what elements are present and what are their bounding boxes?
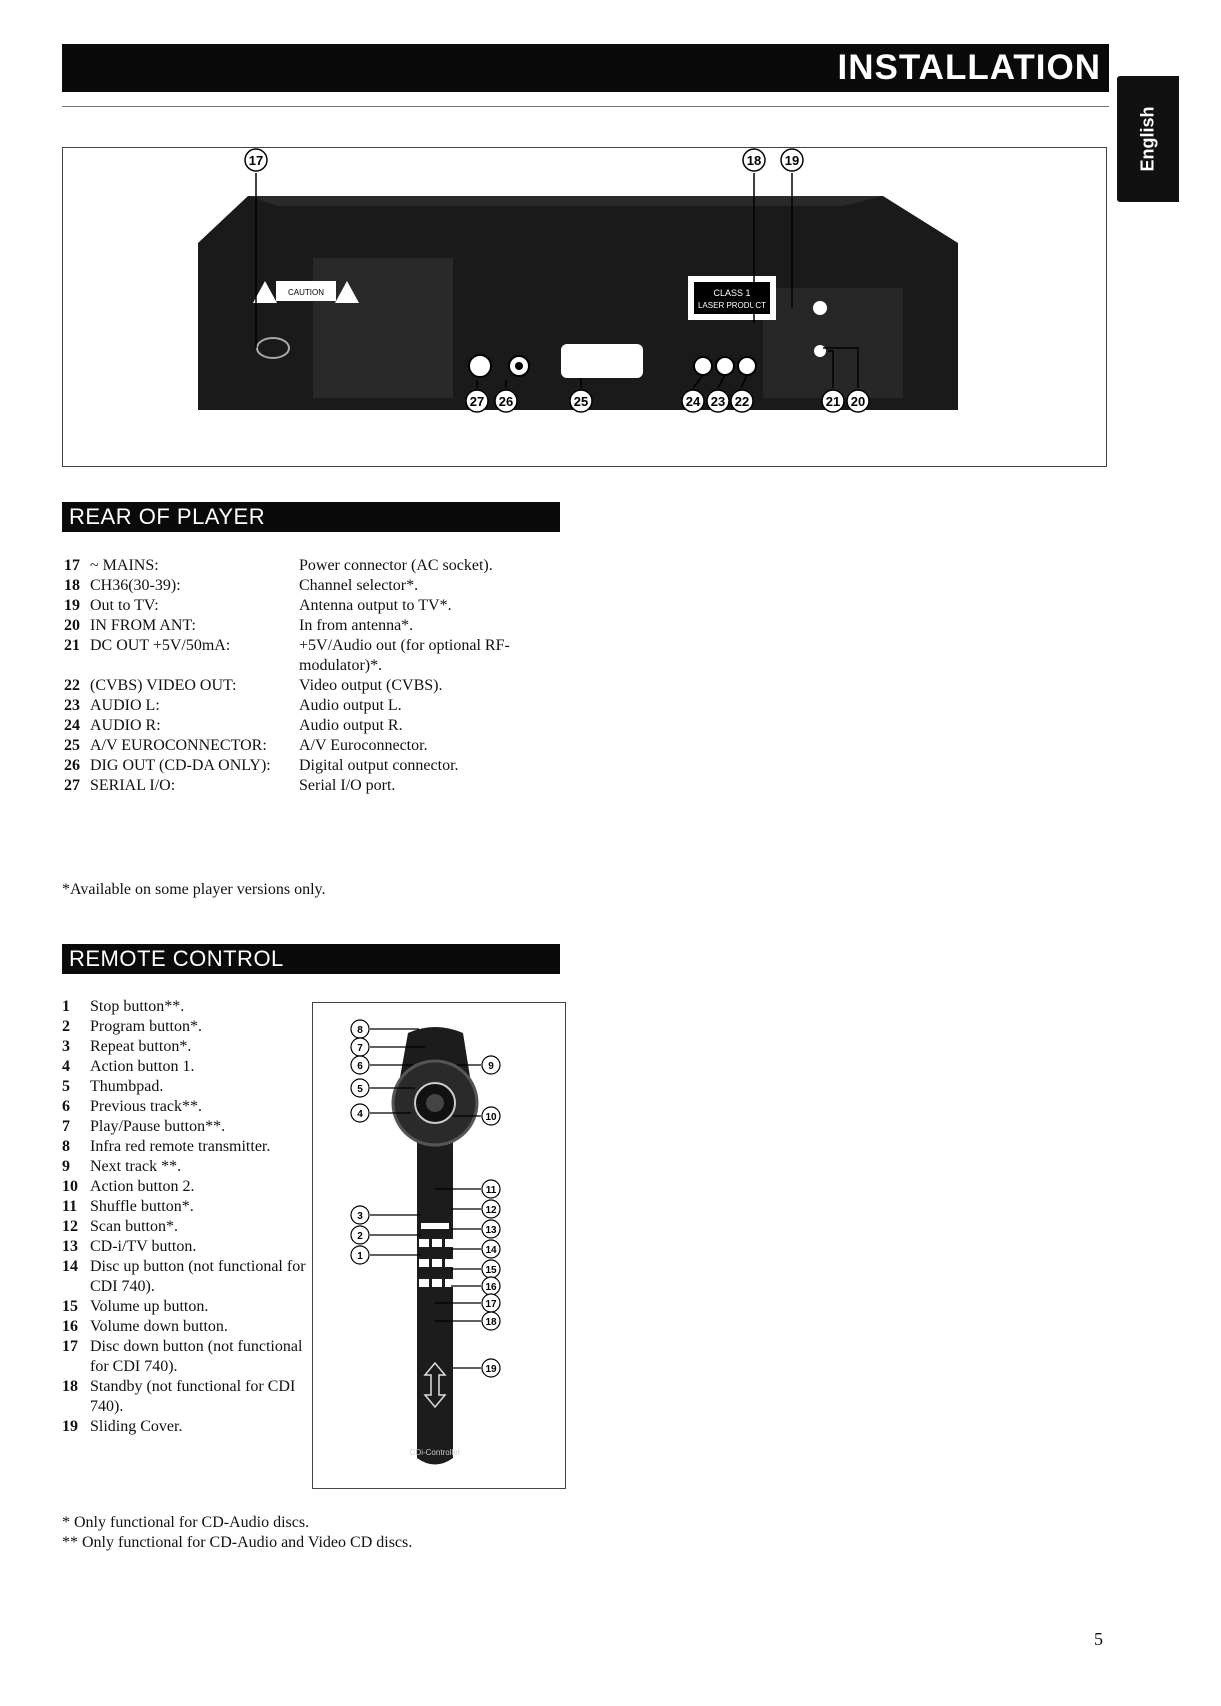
- callout-23: [707, 390, 729, 412]
- page-number: 5: [1094, 1629, 1103, 1649]
- svg-text:23: 23: [710, 394, 726, 409]
- svg-text:CAUTION: CAUTION: [288, 288, 324, 297]
- list-item: 21 DC OUT +5V/50mA: +5V/Audio out (for optional RF-modulator)*.: [64, 637, 510, 674]
- svg-text:7: 7: [357, 1043, 363, 1054]
- rear-player-figure: [62, 147, 1107, 467]
- callout-13: [482, 1220, 500, 1238]
- svg-text:16: 16: [485, 1282, 497, 1293]
- callout-20: [847, 390, 869, 412]
- callout-3: [351, 1206, 369, 1224]
- callout-6: [351, 1056, 369, 1074]
- section-title: REAR OF PLAYER: [69, 504, 266, 529]
- remote-control-figure: [312, 1002, 566, 1489]
- svg-text:14: 14: [485, 1245, 497, 1256]
- divider: [62, 106, 1109, 107]
- svg-text:17: 17: [248, 153, 264, 168]
- svg-text:5: 5: [357, 1084, 363, 1095]
- section-header-remote: [62, 944, 560, 974]
- svg-text:26: 26: [498, 394, 514, 409]
- callout-12: [482, 1200, 500, 1218]
- language-tab: [1117, 76, 1179, 202]
- footnote-cd-audio-video: ** Only functional for CD-Audio and Video CD discs.: [62, 1534, 413, 1551]
- rear-player-illustration: [63, 148, 1106, 466]
- list-item: 25 A/V EUROCONNECTOR: A/V Euroconnector.: [64, 737, 428, 754]
- svg-text:LASER PRODUCT: LASER PRODUCT: [697, 301, 767, 310]
- callout-5: [351, 1079, 369, 1097]
- list-item: 22 (CVBS) VIDEO OUT: Video output (CVBS).: [64, 677, 443, 694]
- svg-text:15: 15: [485, 1265, 497, 1276]
- callout-1: [351, 1246, 369, 1264]
- svg-text:2: 2: [357, 1231, 363, 1242]
- svg-text:19: 19: [485, 1364, 497, 1375]
- svg-text:18: 18: [485, 1317, 497, 1328]
- list-item: 17 ~ MAINS: Power connector (AC socket).: [64, 557, 493, 574]
- svg-text:20: 20: [850, 394, 866, 409]
- callout-26: [495, 390, 517, 412]
- list-item: 19 Out to TV: Antenna output to TV*.: [64, 597, 452, 614]
- callout-8: [351, 1020, 369, 1038]
- svg-text:17: 17: [485, 1299, 497, 1310]
- section-header-rear: [62, 502, 560, 532]
- svg-text:11: 11: [485, 1185, 497, 1196]
- svg-text:1: 1: [357, 1251, 363, 1262]
- footnote-cd-audio: * Only functional for CD-Audio discs.: [62, 1514, 310, 1531]
- svg-text:21: 21: [825, 394, 841, 409]
- callout-2: [351, 1226, 369, 1244]
- callout-16: [482, 1277, 500, 1295]
- list-item: 18 CH36(30-39): Channel selector*.: [64, 577, 419, 594]
- svg-text:27: 27: [469, 394, 485, 409]
- svg-text:4: 4: [357, 1109, 363, 1120]
- remote-control-illustration: [313, 1003, 565, 1488]
- svg-text:9: 9: [488, 1061, 494, 1072]
- remote-brand: CDi-Controller: [409, 1448, 461, 1457]
- callout-17: [245, 149, 267, 171]
- header-bar: [62, 44, 1109, 92]
- callout-19: [781, 149, 803, 171]
- svg-text:13: 13: [485, 1225, 497, 1236]
- footnote-availability: *Available on some player versions only.: [62, 881, 326, 898]
- callout-14: [482, 1240, 500, 1258]
- svg-text:3: 3: [357, 1211, 363, 1222]
- callout-17: [482, 1294, 500, 1312]
- svg-text:10: 10: [485, 1112, 497, 1123]
- callout-18: [482, 1312, 500, 1330]
- svg-text:8: 8: [357, 1025, 363, 1036]
- callout-24: [682, 390, 704, 412]
- svg-text:22: 22: [734, 394, 750, 409]
- list-item: 20 IN FROM ANT: In from antenna*.: [64, 617, 414, 634]
- svg-text:25: 25: [573, 394, 589, 409]
- svg-text:24: 24: [685, 394, 701, 409]
- list-item: 27 SERIAL I/O: Serial I/O port.: [64, 777, 396, 794]
- callout-15: [482, 1260, 500, 1278]
- class-label: [688, 276, 776, 320]
- svg-text:6: 6: [357, 1061, 363, 1072]
- page-title: INSTALLATION: [837, 48, 1101, 87]
- list-item: 23 AUDIO L: Audio output L.: [64, 697, 402, 714]
- callout-18: [743, 149, 765, 171]
- callout-22: [731, 390, 753, 412]
- callout-25: [570, 390, 592, 412]
- svg-text:18: 18: [746, 153, 762, 168]
- list-item: 26 DIG OUT (CD-DA ONLY): Digital output connector.: [64, 757, 459, 774]
- callout-7: [351, 1038, 369, 1056]
- svg-text:CLASS 1: CLASS 1: [713, 288, 751, 298]
- callout-21: [822, 390, 844, 412]
- svg-text:12: 12: [485, 1205, 497, 1216]
- callout-4: [351, 1104, 369, 1122]
- svg-text:19: 19: [784, 153, 800, 168]
- callout-19: [482, 1359, 500, 1377]
- section-title: REMOTE CONTROL: [69, 946, 284, 971]
- callout-11: [482, 1180, 500, 1198]
- callout-27: [466, 390, 488, 412]
- language-tab-label: English: [1137, 106, 1158, 172]
- callout-10: [482, 1107, 500, 1125]
- list-item: 24 AUDIO R: Audio output R.: [64, 717, 403, 734]
- callout-9: [482, 1056, 500, 1074]
